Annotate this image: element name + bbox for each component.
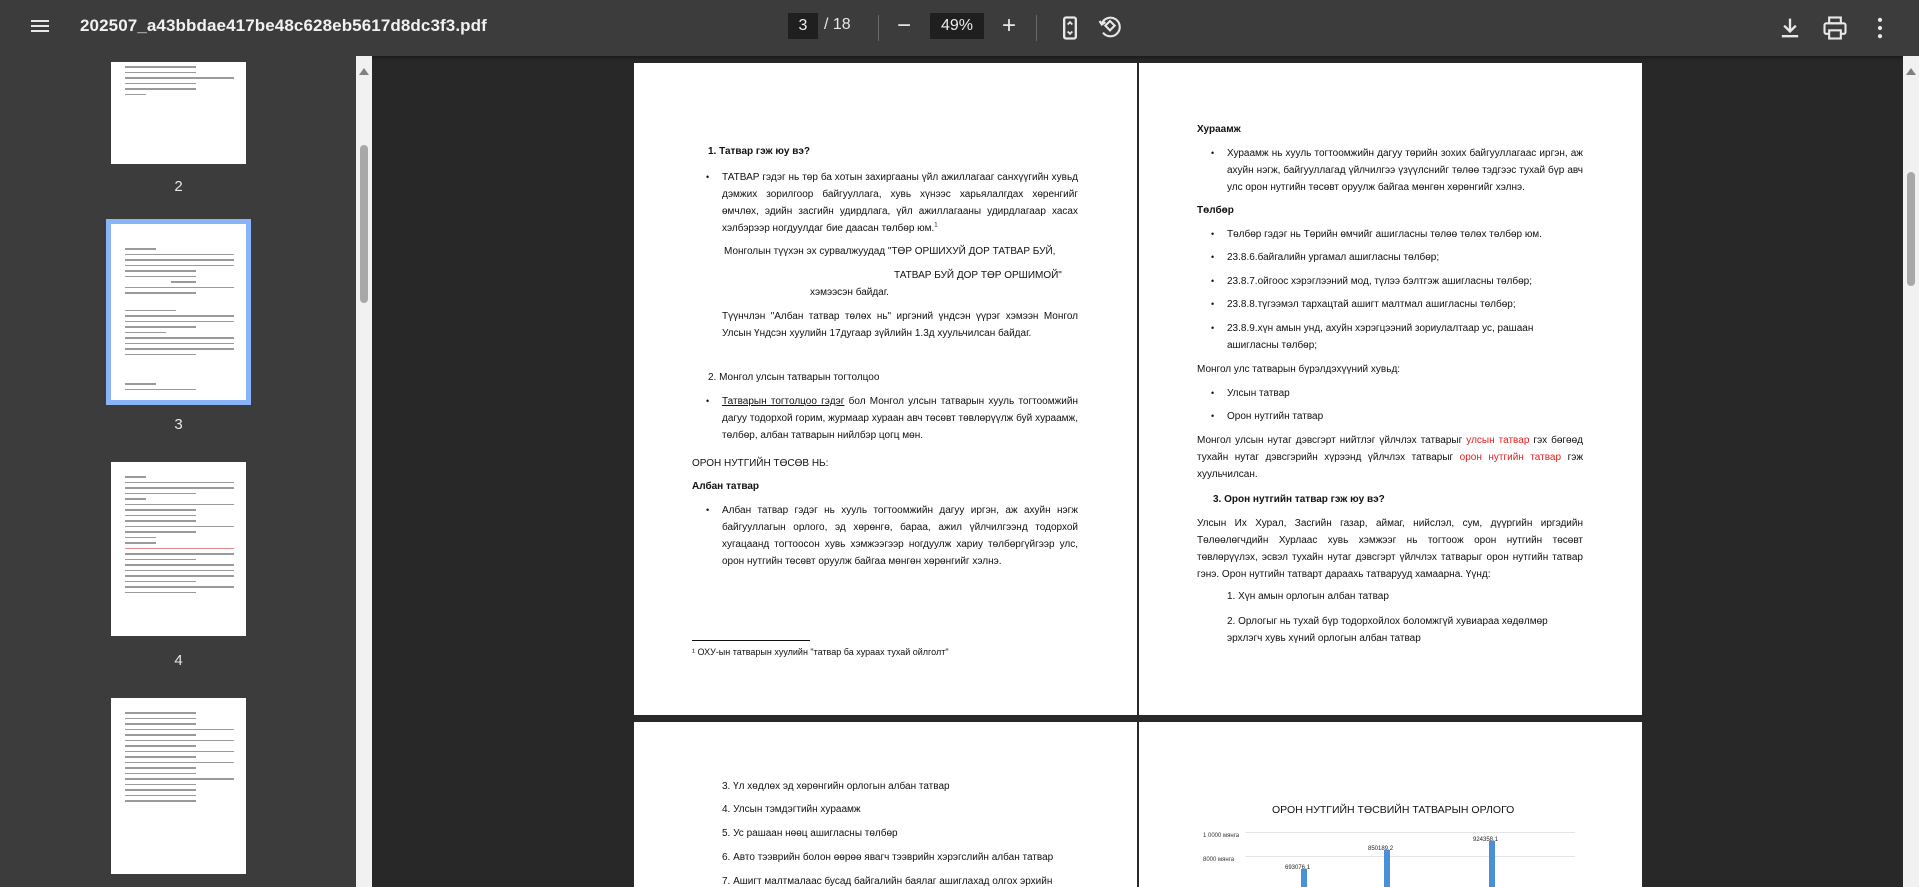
paragraph: Албан татвар гэдэг нь хууль тогтоомжийн дагуу иргэн, аж ахуйн нэгж байгууллагын орлого, эд хөрөнгө, бараа, ажил үйлчилгээнд тодорхой хугацаанд тогтоосон хувь хэмжээгээр ногдуулж хариу төлбөргүйгээр улс, орон нутгийн төсөвт оруулж байгаа мөнгөн хөрөнгийг хэлнэ.	[722, 505, 1078, 567]
thumbnail-label: 2	[174, 178, 183, 195]
list-item: 23.8.9.хүн амын унд, ахуйн хэрэгцээний зориулалтаар ус, рашаан ашигласны төлбөр;	[1227, 323, 1534, 351]
list-item: 23.8.7.ойгоос хэрэглээний мод, түлээ бэлтгэж ашигласны төлбөр;	[1227, 276, 1532, 287]
heading: Албан татвар	[692, 481, 760, 492]
y-tick-label: 1 0000 мянга	[1203, 833, 1240, 839]
more-options-icon[interactable]	[1866, 14, 1894, 42]
heading: Хураамж	[1197, 124, 1241, 135]
paragraph: ТАТВАР гэдэг нь төр ба хотын захиргааны үйл ажиллагааг санхүүгийн хувьд дэмжих зорилгоор байгууллага, хувь хүнээс харьялалгдах хөренгийг өмчлөх, эдийн засгийн удирдлага, үйл ажиллагааны удирдлагаар хасах хэлбэрээр ногдуулдаг бие даасан төлбөр юм.$^1$	[722, 172, 1078, 234]
thumbnail-label: 3	[174, 416, 183, 433]
list-item: Төлбөр гэдэг нь Төрийн өмчийг ашигласны төлөө төлөх төлбөр юм.	[1227, 229, 1542, 240]
list-item: Улсын татвар	[1227, 388, 1290, 399]
heading: 3. Орон нутгийн татвар гэж юу вэ?	[1213, 494, 1385, 505]
paragraph: Улсын Их Хурал, Засгийн газар, аймаг, нийслэл, сум, дүүргийн иргэдийн Төлөөлөгчдийн Хурлаас хувь хэмжээг нь тогтоож орон нутгийн төсөвт төвлөрүүлэх, эсвэл тухайн нутаг дэвсгэрт үйлчлэх татварыг орон нутгийн татвар гэнэ. Орон нутгийн татварт дараахь татварууд хамаарна. Үүнд:	[1197, 518, 1583, 580]
page-number-input[interactable]	[788, 13, 818, 39]
thumbnail-page-3[interactable]	[111, 224, 246, 400]
thumbnail-page-2[interactable]	[111, 62, 246, 164]
footnote: ¹ ОХУ-ын татварын хуулийн "татвар ба хураах тухай ойлголт"	[692, 647, 949, 657]
zoom-in-button[interactable]: +	[1001, 12, 1016, 39]
pdf-page-6	[1139, 722, 1642, 887]
document-title: 202507_a43bbdae417be48c628eb5617d8dc3f3.pdf	[80, 16, 487, 35]
thumbnail-sidebar	[0, 56, 356, 887]
data-label: 850189.2	[1368, 845, 1394, 852]
list-item: 6. Авто тээврийн болон өөрөө явагч тээврийн хэрэгслийн албан татвар	[722, 852, 1054, 863]
heading: ОРОН НУТГИЙН ТӨСӨВ НЬ:	[692, 458, 829, 469]
list-item: 23.8.6.байгалийн ургамал ашигласны төлбөр;	[1227, 252, 1440, 263]
list-item: 3. Үл хөдлөх эд хөрөнгийн орлогын албан татвар	[722, 781, 950, 792]
pdf-page-4: Хураамж • Хураамж нь хууль тогтоомжийн дагуу төрийн зохих байгууллагаас иргэн, аж ахуйн нэгж, байгууллагад үйлчилгээ үзүүлснийг төлөө тэдгээс тухай бүр авч улс орон нутгийн төсөвт оруулж байгаа мөнгөн хөрөнгийг хэлнэ. Төлбөр • Төлбөр гэдэг нь Төрийн өмчийг ашигласны төлөө төлөх төлбөр юм. • 23.8.6.байгалийн ургамал ашигласны төлбөр; • 23.8.7.ойгоос хэрэглээний мод, түлээ бэлтгэж ашигласны төлбөр; • 23.8.8.түгээмэл тархацтай ашигт малтмал ашигласны төлбөр; • 23.8.9.хүн амын унд, ахуйн хэрэгцээний зориулалтаар ус, рашаан ашигласны төлбөр; Монгол улс татварын бүрэлдэхүүний хувьд: • Улсын татвар • Орон нутгийн татвар Монгол улсын нутаг дэвсгэрт нийтлэг үйлчлэх татварыг улсын татвар гэх бөгөөд тухайн нутаг дэвсгэрийн хүрээнд үйлчлэх татварыг орон нутгийн татвар гэж хуульчилсан. 3. Орон нутгийн татвар гэж юу вэ? Улсын Их Хурал, Засгийн газар, аймаг, нийслэл, сум, дүүргийн иргэдийн Төлөөлөгчдийн Хурлаас хувь хэмжээг нь тогтоож орон нутгийн төсөвт төвлөрүүлэх, эсвэл тухайн нутаг дэвсгэрт үйлчлэх татварыг орон нутгийн татвар гэнэ. Орон нутгийн татварт дараахь татварууд хамаарна. Үүнд: 1. Хүн амын орлогын албан татвар 2. Орлогыг нь тухай бүр тодорхойлох боломжгүй хувиараа хөдөлмөр эрхлэгч хувь хүний орлогын албан татвар	[1139, 63, 1642, 715]
toolbar-divider	[878, 15, 879, 41]
y-tick-label: 8000 мянга	[1203, 857, 1235, 863]
sidebar-scroll-up-icon[interactable]	[359, 68, 369, 75]
paragraph: Түүнчлэн "Албан татвар төлөх нь" иргэний үндсэн үүрэг хэмээн Монгол Улсын Үндсэн хуулийн 17дугаар зүйлийн 1.3д хуульчилсан байдаг.	[722, 311, 1078, 339]
menu-icon[interactable]	[30, 17, 50, 39]
pdf-toolbar	[0, 0, 1919, 56]
heading: Төлбөр	[1197, 205, 1234, 216]
thumbnail-label: 4	[174, 652, 183, 669]
paragraph: Хураамж нь хууль тогтоомжийн дагуу төрийн зохих байгууллагаас иргэн, аж ахуйн нэгж, байгууллагад үйлчилгээ үзүүлснийг төлөө тэдгээс тухай бүр авч улс орон нутгийн төсөвт оруулж байгаа мөнгөн хөрөнгийг хэлнэ.	[1227, 148, 1583, 193]
quote-line: хэмээсэн байдаг.	[810, 287, 889, 298]
page-total: / 18	[824, 16, 851, 33]
footnote-divider	[692, 640, 810, 641]
list-item: 23.8.8.түгээмэл тархацтай ашигт малтмал ашигласны төлбөр;	[1227, 299, 1516, 310]
zoom-input[interactable]	[930, 13, 984, 39]
paragraph: Монгол улсын нутаг дэвсгэрт нийтлэг үйлчлэх татварыг улсын татвар гэх бөгөөд тухайн нутаг дэвсгэрийн хүрээнд үйлчлэх татварыг орон нутгийн татвар гэж хуульчилсан.	[1197, 435, 1584, 480]
main-scrollbar-thumb[interactable]	[1907, 172, 1915, 286]
thumbnail-page-5[interactable]	[111, 698, 246, 874]
fit-page-icon[interactable]	[1056, 14, 1084, 42]
list-item: 1. Хүн амын орлогын албан татвар	[1227, 591, 1389, 602]
pdf-page-5	[634, 722, 1137, 887]
data-label: 693076.1	[1285, 864, 1311, 871]
list-item: Орон нутгийн татвар	[1227, 411, 1324, 422]
list-item: 7. Ашигт малтмалаас бусад байгалийн баялаг ашиглахад олгох эрхийн	[722, 876, 1053, 887]
gridline	[1245, 856, 1575, 857]
sidebar-scrollbar-thumb[interactable]	[360, 145, 368, 303]
main-scroll-up-icon[interactable]	[1906, 68, 1916, 75]
zoom-out-button[interactable]: −	[896, 12, 911, 39]
heading: 2. Монгол улсын татварын тогтолцоо	[708, 372, 880, 383]
quote-line: Монголын түүхэн эх сурвалжуудад "ТӨР ОРШИХУЙ ДОР ТАТВАР БУЙ,	[724, 246, 1056, 257]
list-item: 4. Улсын тэмдэгтийн хураамж	[722, 804, 861, 815]
list-item: 2. Орлогыг нь тухай бүр тодорхойлох боломжгүй хувиараа хөдөлмөр эрхлэгч хувь хүний орлогын албан татвар	[1227, 616, 1548, 644]
thumbnail-page-4[interactable]	[111, 462, 246, 636]
paragraph: Татварын тогтолцоо гэдэг бол Монгол улсын татварын хууль тогтоомжийн дагуу тодорхой горим, журмаар хураан авч төсөвт төвлөрүүлж буй хураамж, төлбөр, албан татварын нийлбэр цогц мөн.	[722, 396, 1078, 441]
gridline	[1245, 832, 1575, 833]
data-label: 924358.1	[1473, 837, 1499, 844]
quote-line: ТАТВАР БУЙ ДОР ТӨР ОРШИМОЙ"	[894, 270, 1062, 281]
heading: 1. Татвар гэж юу вэ?	[708, 146, 810, 157]
print-icon[interactable]	[1821, 14, 1849, 42]
pdf-page-3: 1. Татвар гэж юу вэ? • ТАТВАР гэдэг нь төр ба хотын захиргааны үйл ажиллагааг санхүүгийн хувьд дэмжих зорилгоор байгууллага, хувь хүнээс харьялалгдах хөренгийг өмчлөх, эдийн засгийн удирдлага, үйл ажиллагааны удирдлагаар хасах хэлбэрээр ногдуулдаг бие даасан төлбөр юм.$^1$ Монголын түүхэн эх сурвалжуудад "ТӨР ОРШИХУЙ ДОР ТАТВАР БУЙ, ТАТВАР БУЙ ДОР ТӨР ОРШИМОЙ" хэмээсэн байдаг. Түүнчлэн "Албан татвар төлөх нь" иргэний үндсэн үүрэг хэмээн Монгол Улсын Үндсэн хуулийн 17дугаар зүйлийн 1.3д хуульчилсан байдаг. 2. Монгол улсын татварын тогтолцоо • Татварын тогтолцоо гэдэг бол Монгол улсын татварын хууль тогтоомжийн дагуу тодорхой горим, журмаар хураан авч төсөвт төвлөрүүлж буй хураамж, төлбөр, албан татварын нийлбэр цогц мөн. ОРОН НУТГИЙН ТӨСӨВ НЬ: Албан татвар • Албан татвар гэдэг нь хууль тогтоомжийн дагуу иргэн, аж ахуйн нэгж байгууллагын орлого, эд хөрөнгө, бараа, ажил үйлчилгээнд тодорхой хугацаанд тогтоосон хувь хэмжээгээр ногдуулж хариу төлбөргүйгээр улс, орон нутгийн төсөвт оруулж байгаа мөнгөн хөрөнгийг хэлнэ. ¹ ОХУ-ын татварын хуулийн "татвар ба хураах тухай ойлголт"	[634, 63, 1137, 715]
chart-title: ОРОН НУТГИЙН ТӨСВИЙН ТАТВАРЫН ОРЛОГО	[1272, 804, 1515, 816]
rotate-icon[interactable]	[1096, 14, 1124, 42]
toolbar-divider	[1036, 15, 1037, 41]
list-item: 5. Ус рашаан нөөц ашигласны төлбөр	[722, 828, 898, 839]
download-icon[interactable]	[1776, 14, 1804, 42]
paragraph: Монгол улс татварын бүрэлдэхүүний хувьд:	[1197, 364, 1401, 375]
